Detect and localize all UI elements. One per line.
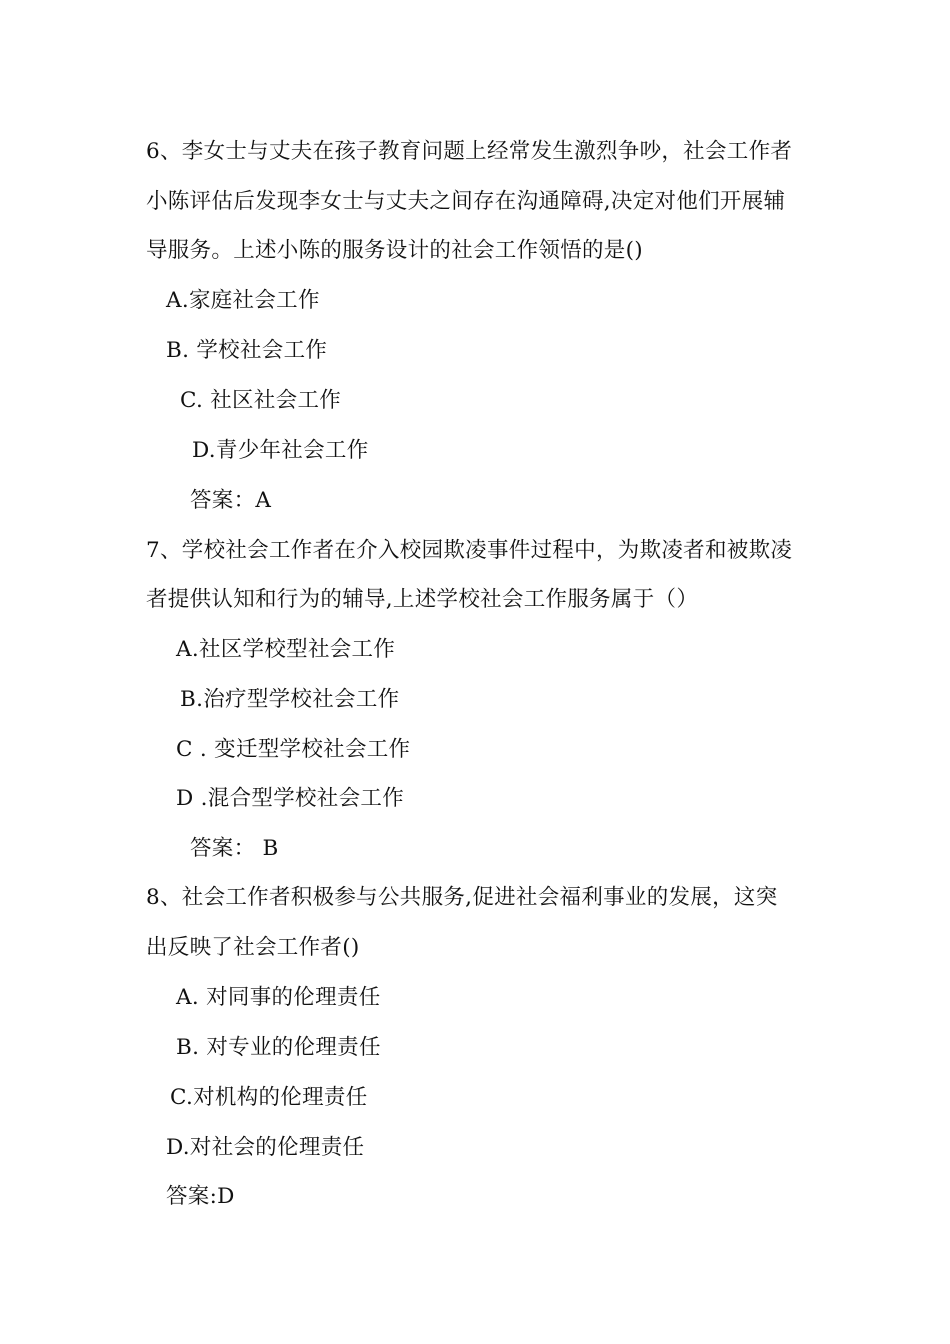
question-7-stem-line-2: 者提供认知和行为的辅导,上述学校社会工作服务属于（）	[146, 587, 699, 612]
question-6-stem-line-3: 导服务。上述小陈的服务设计的社会工作领悟的是()	[146, 238, 643, 263]
question-6-answer: 答案：A	[190, 488, 272, 513]
question-8-stem-line-2: 出反映了社会工作者()	[146, 935, 360, 960]
question-6-stem-line-2: 小陈评估后发现李女士与丈夫之间存在沟通障碍,决定对他们开展辅	[146, 189, 786, 214]
question-7-stem-line-1: 7、学校社会工作者在介入校园欺凌事件过程中，为欺凌者和被欺凌	[146, 538, 793, 563]
question-7-answer: 答案： B	[190, 836, 279, 861]
question-8-option-c: C.对机构的伦理责任	[170, 1085, 368, 1110]
question-7-option-c: C . 变迁型学校社会工作	[176, 737, 411, 762]
question-8-option-b: B. 对专业的伦理责任	[176, 1035, 381, 1060]
question-6-option-b: B. 学校社会工作	[166, 338, 328, 363]
question-8-stem-line-1: 8、社会工作者积极参与公共服务,促进社会福利事业的发展，这突	[146, 885, 778, 910]
question-7-option-d: D .混合型学校社会工作	[176, 786, 405, 811]
question-8-option-a: A. 对同事的伦理责任	[176, 985, 381, 1010]
question-6-option-d: D.青少年社会工作	[192, 438, 369, 463]
question-7-option-b: B.治疗型学校社会工作	[180, 687, 400, 712]
question-8-option-d: D.对社会的伦理责任	[166, 1135, 365, 1160]
question-6-option-a: A.家庭社会工作	[166, 288, 320, 313]
question-8-answer: 答案:D	[166, 1184, 235, 1209]
question-7-option-a: A.社区学校型社会工作	[176, 637, 396, 662]
question-6-option-c: C. 社区社会工作	[180, 388, 342, 413]
question-6-stem-line-1: 6、李女士与丈夫在孩子教育问题上经常发生激烈争吵，社会工作者	[146, 139, 793, 164]
